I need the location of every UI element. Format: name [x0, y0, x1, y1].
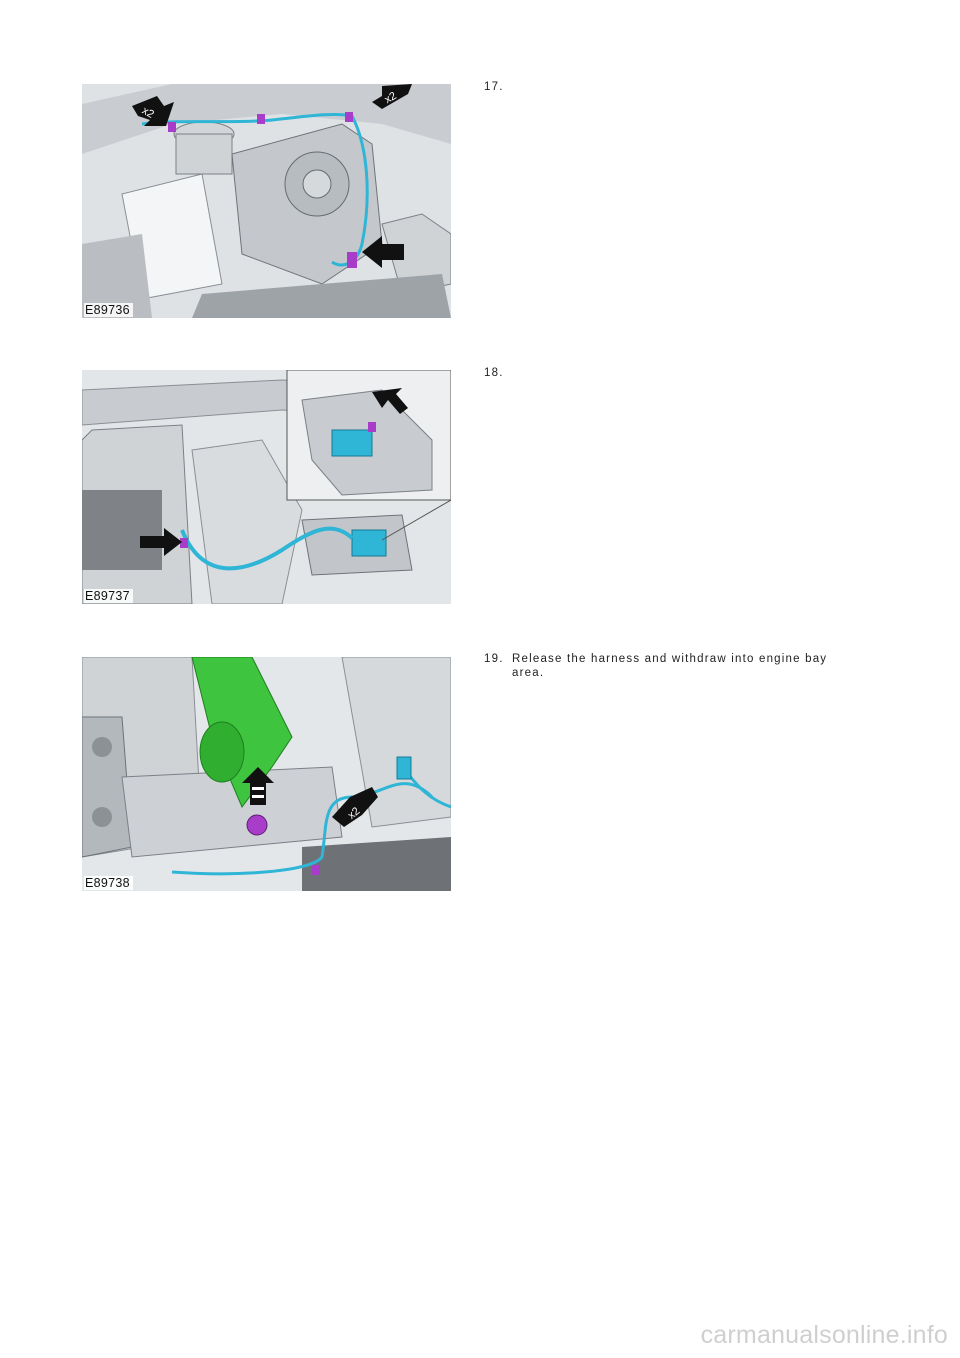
step-number: 19.	[484, 653, 504, 665]
figure-e89738	[82, 657, 451, 891]
figure-id: E89736	[84, 303, 133, 317]
step-17	[484, 80, 864, 94]
illustration-body-harness	[82, 370, 451, 604]
step-19	[484, 652, 864, 680]
multiplier-label: x2	[345, 805, 363, 822]
step-18	[484, 366, 864, 380]
illustration-transmission-harness	[82, 84, 451, 318]
multiplier-label: x2	[382, 89, 399, 107]
illustration-engine-bay-harness	[82, 657, 451, 891]
figure-id: E89737	[84, 589, 133, 603]
figure-e89737	[82, 370, 451, 604]
watermark: carmanualsonline.info	[700, 1321, 948, 1349]
figure-id: E89738	[84, 876, 133, 890]
multiplier-label: x2	[139, 104, 156, 121]
step-number: 17.	[484, 81, 504, 93]
step-text: Release the harness and withdraw into engine bay area.	[512, 653, 828, 679]
step-number: 18.	[484, 367, 504, 379]
figure-e89736	[82, 84, 451, 318]
